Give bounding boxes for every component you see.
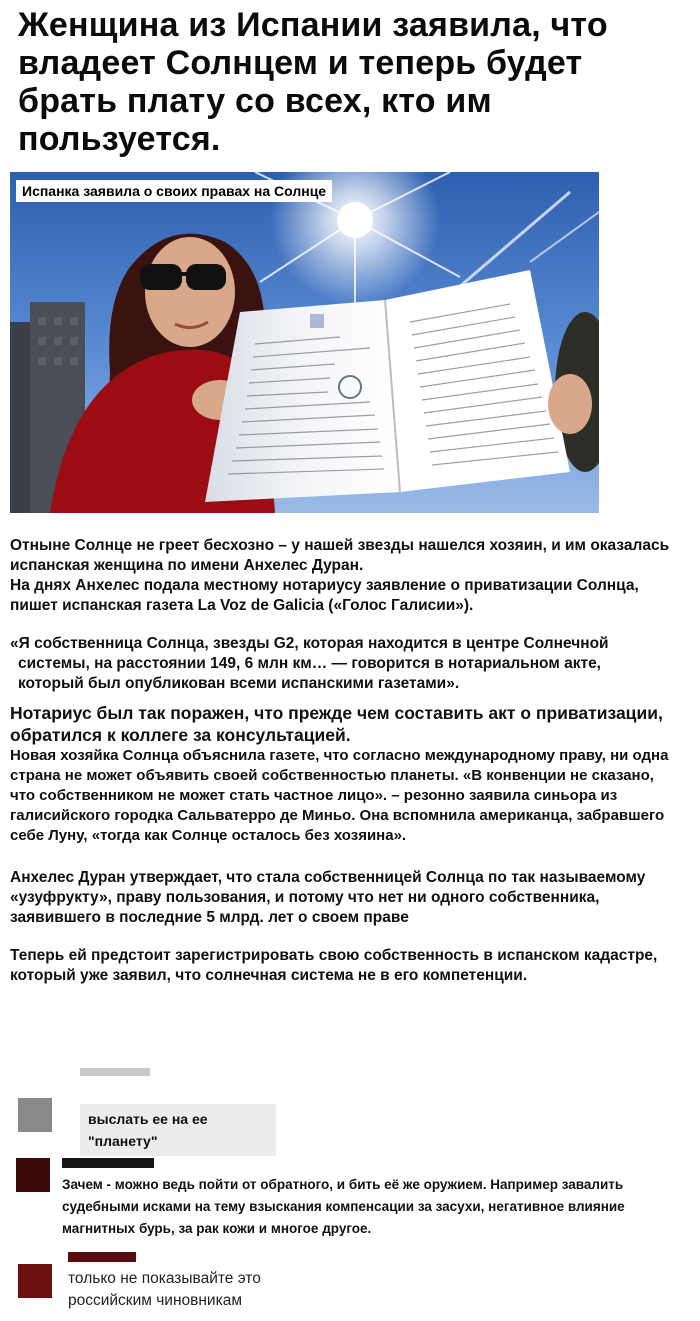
- comment-author-1[interactable]: [80, 1068, 150, 1076]
- comment-2: [16, 1158, 691, 1240]
- article-paragraph-intro: Отныне Солнце не греет бесхозно – у нашей звезды нашелся хозяин, и им оказалась испанская женщина по имени Анхелес Дуран.: [10, 537, 670, 574]
- article-paragraph-owner: Новая хозяйка Солнца объяснила газете, что согласно международному праву, ни одна страна не может объявить своей собственностью планеты. «В конвенции не сказано, что собственником не может стать частное лицо». – резонно заявила синьора из галисийского городка Сальватерро де Миньо. Она вспомнила американца, забравшего себе Луну, «тогда как Солнце осталось без хозяина».: [10, 747, 669, 844]
- comment-box-1: [80, 1104, 276, 1156]
- woman-face: [145, 237, 235, 347]
- article-photo: [10, 172, 599, 513]
- user-avatar-icon[interactable]: [16, 1158, 50, 1192]
- article-body: [10, 536, 670, 986]
- article-paragraph-cadastre: Теперь ей предстоит зарегистрировать свою собственность в испанском кадастре, который уже заявил, что солнечная система не в его компетенции.: [10, 947, 658, 984]
- article-paragraph-source: На днях Анхелес подала местному нотариусу заявление о приватизации Солнца, пишет испанская газета La Voz de Galicia («Голос Галисии»).: [10, 577, 639, 614]
- photo-caption: Испанка заявила о своих правах на Солнце: [16, 180, 332, 202]
- comment-1: [18, 1068, 668, 1156]
- comment-author-3[interactable]: [68, 1252, 136, 1262]
- comment-text-1: выслать ее на ее "планету": [88, 1111, 208, 1149]
- comment-text-2: Зачем - можно ведь пойти от обратного, и бить её же оружием. Например завалить судебными исками на тему взыскания компенсации за засухи, негативное влияние магнитных бурь, за рак кожи и многое другое.: [62, 1177, 625, 1236]
- photo-illustration: [10, 172, 599, 513]
- article-paragraph-notary: Нотариус был так поражен, что прежде чем составить акт о приватизации, обратился к коллеге за консультацией.: [10, 703, 663, 745]
- article-headline: Женщина из Испании заявила, что владеет Солнцем и теперь будет брать плату со всех, кто им пользуется.: [18, 6, 608, 158]
- article-paragraph-usufruct: Анхелес Дуран утверждает, что стала собственницей Солнца по так называемому «узуфрукту», праву пользования, и потому что нет ни одного собственника, заявившего в последние 5 млрд. лет о своем праве: [10, 869, 646, 926]
- user-avatar-icon[interactable]: [18, 1098, 52, 1132]
- user-avatar-icon[interactable]: [18, 1264, 52, 1298]
- document-right-page: [385, 270, 570, 492]
- comment-text-3: только не показывайте это российским чиновникам: [68, 1270, 261, 1309]
- article-paragraph-quote: «Я собственница Солнца, звезды G2, которая находится в центре Солнечной системы, на расстоянии 149, 6 млн км… — говорится в нотариальном акте, который был опубликован всеми испанскими газетами».: [10, 635, 609, 692]
- comment-3: [18, 1252, 618, 1312]
- comment-author-2[interactable]: [62, 1158, 154, 1168]
